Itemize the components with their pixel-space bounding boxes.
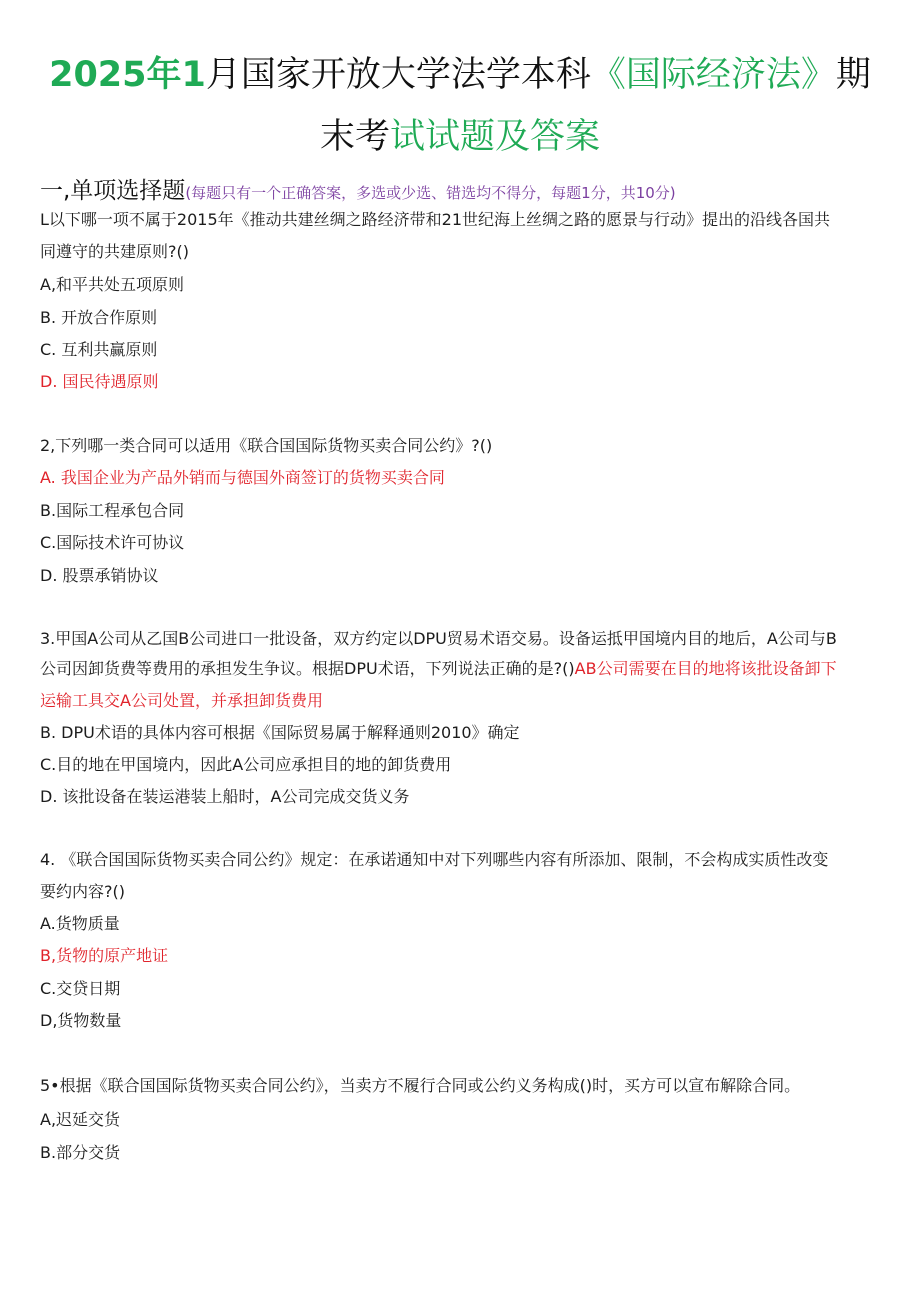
question-2-option-a-answer: A. 我国企业为产品外销而与德国外商签订的货物买卖合同 [40, 468, 445, 487]
question-5-option-b: B.部分交货 [40, 1143, 121, 1162]
question-1-option-a: A,和平共处五项原则 [40, 275, 185, 294]
question-2-stem: 2,下列哪一类合同可以适用《联合国国际货物买卖合同公约》?() [40, 436, 493, 455]
question-3-option-c: C.目的地在甲国境内，因此A公司应承担目的地的卸货费用 [40, 755, 452, 774]
question-1-stem-line1: L以下哪一项不属于2015年《推动共建丝绸之路经济带和21世纪海上丝绸之路的愿景与行动》提出的沿线各国共 [40, 210, 830, 229]
question-3-stem-line2 [40, 658, 885, 680]
title-year: 2025年1 [49, 55, 206, 95]
question-1-option-b: B. 开放合作原则 [40, 308, 158, 327]
question-3-option-b: B. DPU术语的具体内容可根据《国际贸易属于解释通则2010》确定 [40, 723, 520, 742]
title-end: 期 [835, 55, 871, 95]
section-title: 一,单项选择题 [40, 178, 186, 204]
section-heading [40, 172, 900, 205]
question-5-stem: 5•根据《联合国国际货物买卖合同公约》，当卖方不履行合同或公约义务构成()时，买方可以宣布解除合同。 [40, 1076, 801, 1095]
question-2-option-b: B.国际工程承包合同 [40, 501, 185, 520]
title-course: 《国际经济法》 [590, 55, 836, 95]
document-title-line1 [0, 52, 920, 98]
question-4-option-c: C.交贷日期 [40, 979, 121, 998]
question-2-option-d: D. 股票承销协议 [40, 566, 159, 585]
question-1-option-d-answer: D. 国民待遇原则 [40, 372, 159, 391]
document-title-line2 [0, 114, 920, 160]
section-note: (每题只有一个正确答案，多选或少选、错选均不得分，每题1分，共10分) [185, 184, 676, 202]
question-4-stem-line2: 要约内容?() [40, 882, 125, 901]
question-1-option-c: C. 互利共赢原则 [40, 340, 158, 359]
question-4-stem-line1: 4. 《联合国国际货物买卖合同公约》规定：在承诺通知中对下列哪些内容有所添加、限制，不会构成实质性改变 [40, 850, 829, 869]
question-3-stem-text: 公司因卸货费等费用的承担发生争议。根据DPU术语，下列说法正确的是?() [40, 659, 575, 678]
question-4-option-d: D,货物数量 [40, 1011, 122, 1030]
question-3-stem-line1: 3.甲国A公司从乙国B公司进口一批设备，双方约定以DPU贸易术语交易。设备运抵甲国境内目的地后，A公司与B [40, 629, 837, 648]
question-1-stem-line2: 同遵守的共建原则?() [40, 242, 189, 261]
title-line2-end: 试试题及答案 [390, 117, 601, 157]
question-4-option-b-answer: B,货物的原产地证 [40, 946, 169, 965]
question-3-answer-continued: 运输工具交A公司处置，并承担卸货费用 [40, 691, 323, 710]
question-3-answer-inline: AB公司需要在目的地将该批设备卸下 [574, 659, 837, 678]
question-3-option-d: D. 该批设备在装运港装上船时，A公司完成交货义务 [40, 787, 410, 806]
title-middle: 月国家开放大学法学本科 [205, 55, 591, 95]
question-2-option-c: C.国际技术许可协议 [40, 533, 185, 552]
title-line2-start: 末考 [319, 117, 390, 157]
question-5-option-a: A,迟延交货 [40, 1110, 121, 1129]
question-4-option-a: A.货物质量 [40, 914, 120, 933]
